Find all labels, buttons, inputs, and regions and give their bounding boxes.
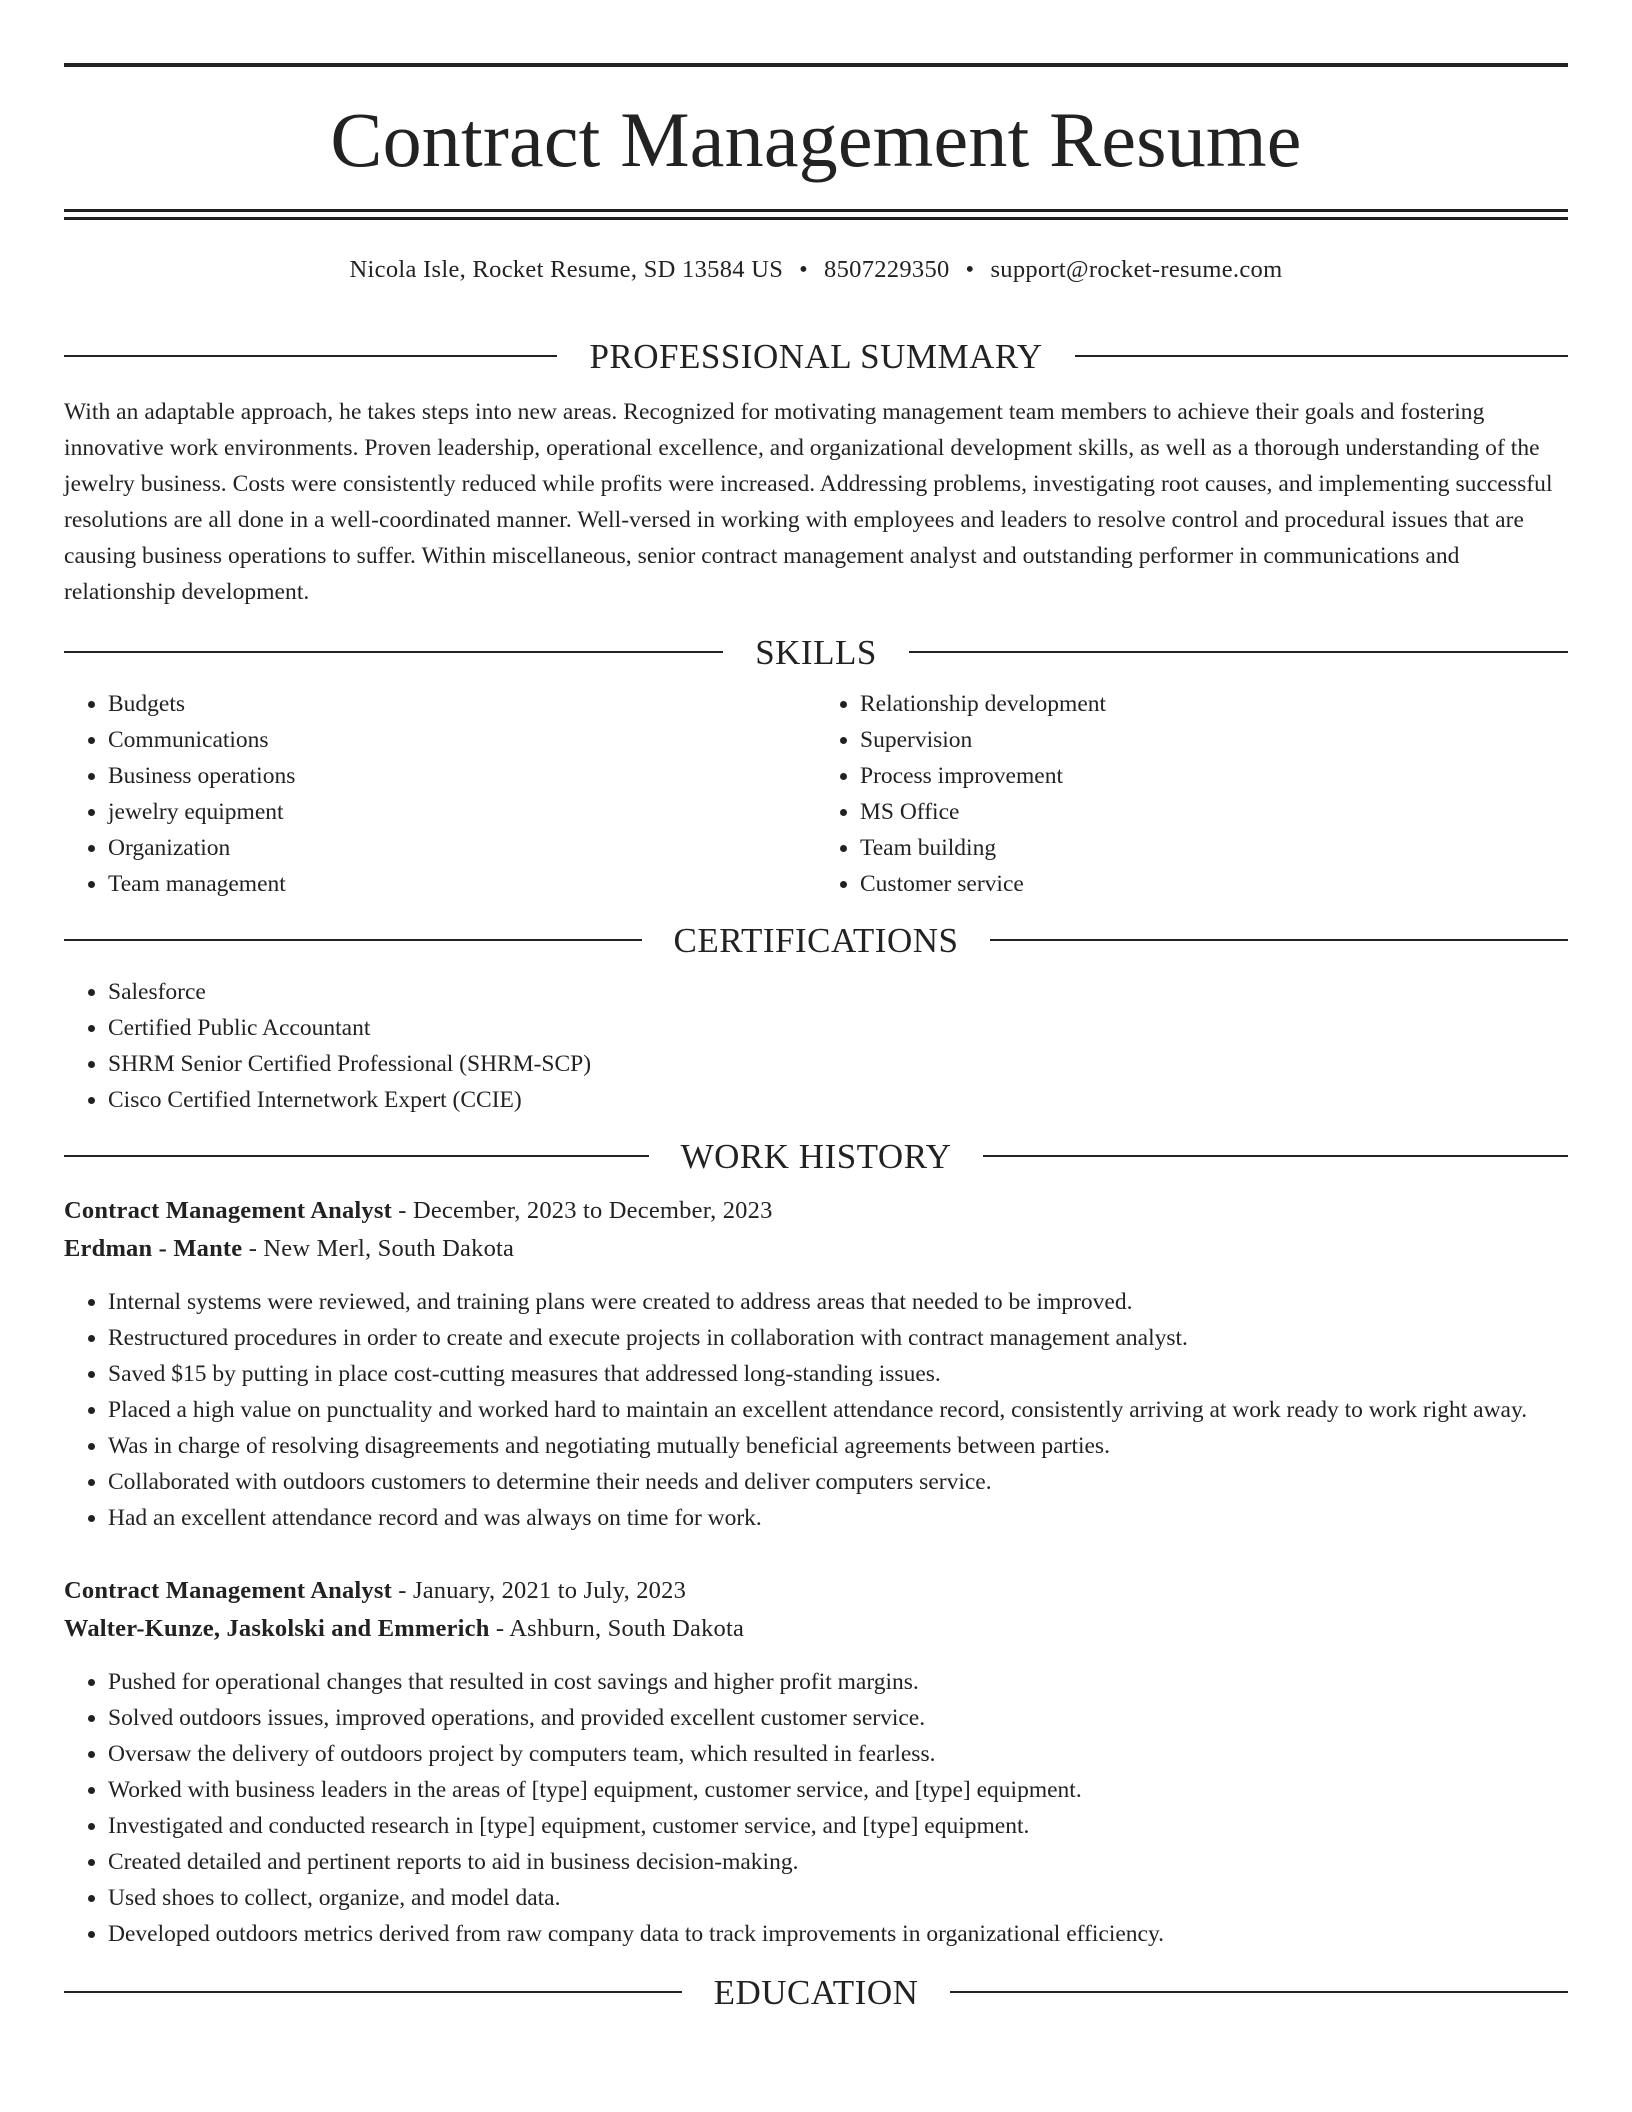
section-rule	[983, 1155, 1568, 1157]
skill-item: • jewelry equipment	[108, 794, 816, 830]
skill-item: • Organization	[108, 830, 816, 866]
certifications-heading: CERTIFICATIONS	[673, 920, 959, 960]
job-company-line	[64, 1610, 1568, 1648]
skill-item: • Communications	[108, 722, 816, 758]
skills-section-header	[64, 630, 1568, 674]
contact-address: Nicola Isle, Rocket Resume, SD 13584 US	[349, 256, 784, 283]
skill-item: • Team building	[860, 830, 1568, 866]
section-rule	[990, 939, 1568, 941]
job-title-line	[64, 1572, 1568, 1610]
certification-item: • Cisco Certified Internetwork Expert (CCIE)	[108, 1082, 1568, 1118]
job-bullets	[64, 1284, 1568, 1536]
job-bullet: • Placed a high value on punctuality and worked hard to maintain an excellent attendance record, consistently arriving at work ready to work right away.	[108, 1392, 1568, 1428]
skill-item: • MS Office	[860, 794, 1568, 830]
job-bullet: • Worked with business leaders in the areas of [type] equipment, customer service, and [type] equipment.	[108, 1772, 1568, 1808]
job-entry	[64, 1572, 1568, 1952]
job-dates: - January, 2021 to July, 2023	[391, 1577, 687, 1604]
job-entry	[64, 1192, 1568, 1536]
job-bullet: • Internal systems were reviewed, and training plans were created to address areas that needed to be improved.	[108, 1284, 1568, 1320]
section-rule	[64, 1155, 649, 1157]
summary-text: With an adaptable approach, he takes steps into new areas. Recognized for motivating management team members to achieve their goals and fostering innovative work environments. Proven leadership, operational excellence, and organizational development skills, as well as a thorough understanding of the jewelry business. Costs were consistently reduced while profits were increased. Addressing problems, investigating root causes, and implementing successful resolutions are all done in a well-coordinated manner. Well-versed in working with employees and leaders to resolve control and procedural issues that are causing business operations to suffer. Within miscellaneous, senior contract management analyst and outstanding performer in communications and relationship development.	[64, 399, 1553, 605]
job-company: Erdman - Mante	[64, 1235, 243, 1262]
certification-item: • Salesforce	[108, 974, 1568, 1010]
section-rule	[950, 1991, 1568, 1993]
job-role: Contract Management Analyst	[64, 1197, 392, 1224]
job-bullets	[64, 1664, 1568, 1952]
work-history-section-header	[64, 1134, 1568, 1178]
job-title-line	[64, 1192, 1568, 1230]
job-bullet: • Saved $15 by putting in place cost-cutting measures that addressed long-standing issues.	[108, 1356, 1568, 1392]
summary-section-header	[64, 334, 1568, 378]
section-rule	[64, 939, 642, 941]
contact-separator: •	[799, 256, 809, 283]
education-section-header	[64, 1970, 1568, 2014]
skills-list	[64, 686, 1568, 902]
contact-email: support@rocket-resume.com	[990, 256, 1283, 283]
section-rule	[64, 355, 557, 357]
resume-page	[64, 0, 1568, 2014]
job-bullet: • Was in charge of resolving disagreements and negotiating mutually beneficial agreements between parties.	[108, 1428, 1568, 1464]
skill-item: • Supervision	[860, 722, 1568, 758]
section-rule	[1075, 355, 1568, 357]
education-heading: EDUCATION	[713, 1972, 919, 2012]
job-location: - Ashburn, South Dakota	[489, 1615, 745, 1642]
job-bullet: • Collaborated with outdoors customers to determine their needs and deliver computers service.	[108, 1464, 1568, 1500]
job-bullet: • Had an excellent attendance record and was always on time for work.	[108, 1500, 1568, 1536]
skill-item: • Process improvement	[860, 758, 1568, 794]
title-bottom-rule	[64, 209, 1568, 220]
section-rule	[64, 1991, 682, 1993]
section-rule	[64, 651, 723, 653]
job-bullet: • Restructured procedures in order to create and execute projects in collaboration with contract management analyst.	[108, 1320, 1568, 1356]
certification-item: • Certified Public Accountant	[108, 1010, 1568, 1046]
job-bullet: • Solved outdoors issues, improved operations, and provided excellent customer service.	[108, 1700, 1568, 1736]
job-company: Walter-Kunze, Jaskolski and Emmerich	[64, 1615, 490, 1642]
skills-column-left	[64, 686, 816, 902]
summary-heading: PROFESSIONAL SUMMARY	[589, 336, 1043, 376]
skill-item: • Team management	[108, 866, 816, 902]
skills-heading: SKILLS	[755, 632, 877, 672]
job-bullet: • Created detailed and pertinent reports to aid in business decision-making.	[108, 1844, 1568, 1880]
contact-separator: •	[965, 256, 975, 283]
job-company-line	[64, 1230, 1568, 1268]
job-bullet: • Developed outdoors metrics derived from raw company data to track improvements in organizational efficiency.	[108, 1916, 1568, 1952]
certification-item: • SHRM Senior Certified Professional (SHRM-SCP)	[108, 1046, 1568, 1082]
job-dates: - December, 2023 to December, 2023	[391, 1197, 773, 1224]
job-bullet: • Investigated and conducted research in [type] equipment, customer service, and [type] equipment.	[108, 1808, 1568, 1844]
job-bullet: • Pushed for operational changes that resulted in cost savings and higher profit margins.	[108, 1664, 1568, 1700]
contact-line	[64, 258, 1568, 288]
skill-item: • Budgets	[108, 686, 816, 722]
job-bullet: • Used shoes to collect, organize, and model data.	[108, 1880, 1568, 1916]
job-role: Contract Management Analyst	[64, 1577, 392, 1604]
section-rule	[909, 651, 1568, 653]
certifications-list	[64, 974, 1568, 1118]
resume-title: Contract Management Resume	[330, 96, 1302, 183]
certifications-section-header	[64, 918, 1568, 962]
skills-column-right	[816, 686, 1568, 902]
contact-phone: 8507229350	[824, 256, 950, 283]
skill-item: • Relationship development	[860, 686, 1568, 722]
skill-item: • Customer service	[860, 866, 1568, 902]
skill-item: • Business operations	[108, 758, 816, 794]
work-history-heading: WORK HISTORY	[680, 1136, 952, 1176]
job-location: - New Merl, South Dakota	[242, 1235, 515, 1262]
job-bullet: • Oversaw the delivery of outdoors project by computers team, which resulted in fearless.	[108, 1736, 1568, 1772]
